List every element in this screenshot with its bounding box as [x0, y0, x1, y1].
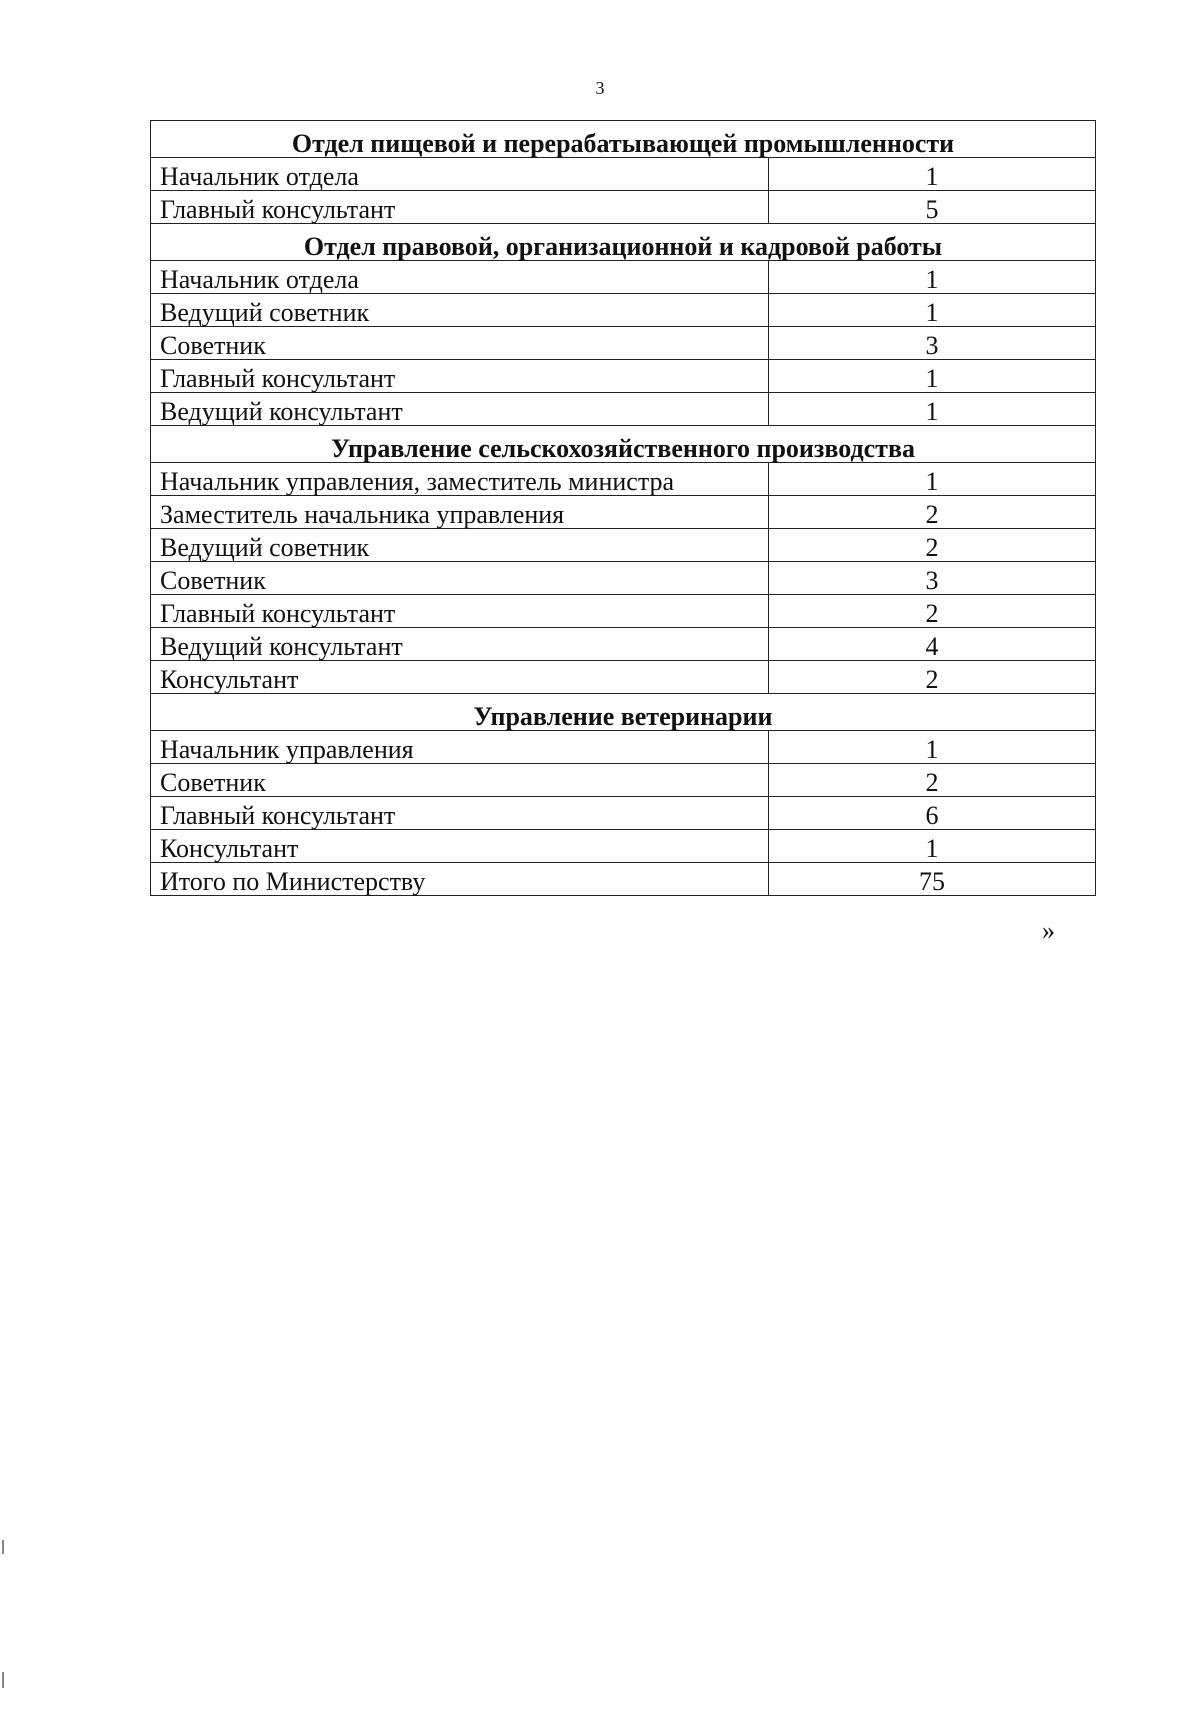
position-cell: Главный консультант	[151, 360, 769, 393]
section-header-row	[151, 694, 1096, 731]
count-cell: 1	[769, 463, 1096, 496]
count-cell: 2	[769, 595, 1096, 628]
table-row	[151, 191, 1096, 224]
count-cell: 3	[769, 327, 1096, 360]
total-count: 75	[769, 863, 1096, 896]
position-cell: Начальник отдела	[151, 261, 769, 294]
total-row	[151, 863, 1096, 896]
position-cell: Главный консультант	[151, 191, 769, 224]
table-row	[151, 393, 1096, 426]
count-cell: 1	[769, 294, 1096, 327]
scan-edge-mark	[2, 1672, 4, 1688]
count-cell: 2	[769, 529, 1096, 562]
table-row	[151, 463, 1096, 496]
table-row	[151, 529, 1096, 562]
section-header-row	[151, 426, 1096, 463]
table-row	[151, 797, 1096, 830]
table-row	[151, 294, 1096, 327]
position-cell: Советник	[151, 764, 769, 797]
count-cell: 1	[769, 158, 1096, 191]
table-row	[151, 595, 1096, 628]
table-row	[151, 562, 1096, 595]
count-cell: 2	[769, 496, 1096, 529]
position-cell: Ведущий консультант	[151, 393, 769, 426]
total-label: Итого по Министерству	[151, 863, 769, 896]
position-cell: Ведущий консультант	[151, 628, 769, 661]
position-cell: Советник	[151, 562, 769, 595]
table-row	[151, 327, 1096, 360]
count-cell: 1	[769, 360, 1096, 393]
table-row	[151, 360, 1096, 393]
position-cell: Ведущий советник	[151, 529, 769, 562]
count-cell: 6	[769, 797, 1096, 830]
table-row	[151, 764, 1096, 797]
position-cell: Заместитель начальника управления	[151, 496, 769, 529]
position-cell: Главный консультант	[151, 797, 769, 830]
count-cell: 1	[769, 731, 1096, 764]
table-row	[151, 661, 1096, 694]
count-cell: 2	[769, 661, 1096, 694]
staff-table	[150, 120, 1096, 896]
position-cell: Консультант	[151, 830, 769, 863]
position-cell: Консультант	[151, 661, 769, 694]
page-number: 3	[595, 78, 605, 98]
closing-quote: »	[1042, 916, 1055, 945]
position-cell: Главный консультант	[151, 595, 769, 628]
position-cell: Начальник управления	[151, 731, 769, 764]
section-header-row	[151, 224, 1096, 261]
table-row	[151, 731, 1096, 764]
table-row	[151, 158, 1096, 191]
count-cell: 3	[769, 562, 1096, 595]
count-cell: 5	[769, 191, 1096, 224]
staff-table-body	[151, 121, 1096, 896]
position-cell: Начальник отдела	[151, 158, 769, 191]
table-row	[151, 261, 1096, 294]
section-title: Отдел пищевой и перерабатывающей промышленности	[151, 121, 1096, 158]
table-row	[151, 628, 1096, 661]
count-cell: 2	[769, 764, 1096, 797]
section-title: Управление сельскохозяйственного производства	[151, 426, 1096, 463]
count-cell: 1	[769, 393, 1096, 426]
section-header-row	[151, 121, 1096, 158]
table-row	[151, 830, 1096, 863]
position-cell: Ведущий советник	[151, 294, 769, 327]
position-cell: Начальник управления, заместитель министра	[151, 463, 769, 496]
section-title: Отдел правовой, организационной и кадровой работы	[151, 224, 1096, 261]
section-title: Управление ветеринарии	[151, 694, 1096, 731]
scan-edge-mark	[2, 1540, 4, 1554]
position-cell: Советник	[151, 327, 769, 360]
count-cell: 4	[769, 628, 1096, 661]
count-cell: 1	[769, 830, 1096, 863]
count-cell: 1	[769, 261, 1096, 294]
table-row	[151, 496, 1096, 529]
